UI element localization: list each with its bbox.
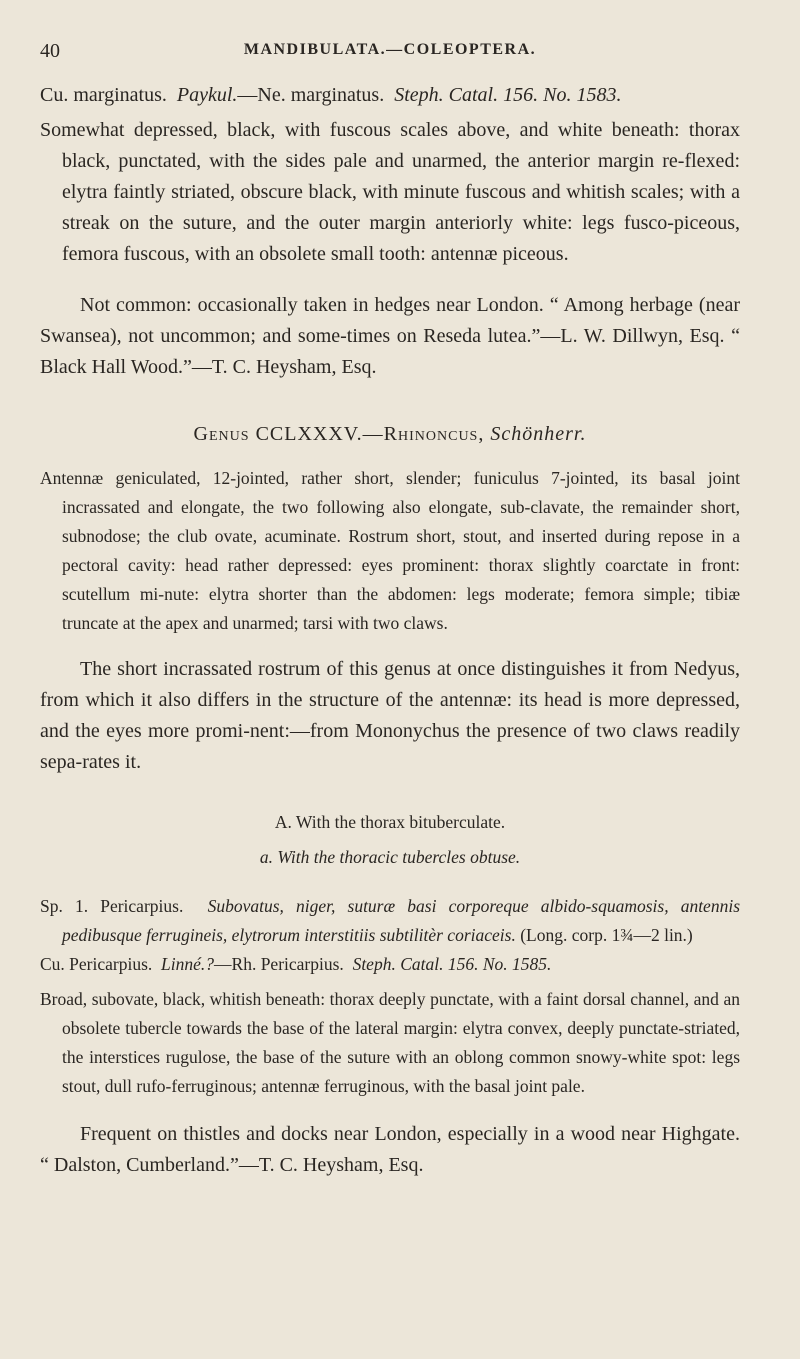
marginatus-name: Cu. marginatus. [40, 84, 167, 106]
pericarpius-latin: Subovatus, niger, suturæ basi corporeque albido-squamosis, antennis pedibusque ferrugineis, elytrorum interstitiis subtilitèr coriaceis. [62, 896, 740, 945]
pericarpius-description: Broad, subovate, black, whitish beneath: thorax deeply punctate, with a faint dorsal channel, and an obsolete tubercle towards the base of the lateral margin: elytra convex, deeply punctate-striated, the interstices rugulose, the base of the suture with an oblong common snowy-white spot: legs stout, dull rufo-ferruginous; antennæ ferruginous, with the basal joint pale. [40, 989, 740, 1096]
marginatus-authority: Paykul. [176, 84, 238, 106]
genus-name: —Rhinoncus, [362, 423, 485, 445]
page-header [40, 40, 740, 66]
section-heading: A. With the thorax bituberculate. [274, 812, 506, 832]
running-title: MANDIBULATA.—COLEOPTERA. [243, 41, 537, 58]
subsection-heading-text: a. With the thoracic tubercles obtuse. [259, 847, 521, 867]
marginatus-description: Somewhat depressed, black, with fuscous scales above, and white beneath: thorax black, punctated, with the sides pale and unarmed, the anterior margin re-flexed: elytra faintly striated, obscure black, with minute fuscous and whitish scales; with a streak on the suture, and the outer margin anteriorly white: legs fusco-piceous, femora fuscous, with an obsolete small tooth: antennæ piceous. [40, 119, 740, 265]
marginatus-synonym: —Ne. marginatus. [237, 84, 385, 106]
genus-numeral: CCLXXXV. [255, 423, 363, 445]
pericarpius-length: (Long. corp. 1¾—2 lin.) [520, 925, 693, 945]
genus-description: Antennæ geniculated, 12-jointed, rather short, slender; funiculus 7-jointed, its basal joint incrassated and elongate, the two following also elongate, sub-clavate, the remainder short, subnodose; the club ovate, acuminate. Rostrum short, stout, and inserted during repose in a pectoral cavity: head rather depressed: eyes prominent: thorax slightly coarctate in front: scutellum mi-nute: elytra shorter than the abdomen: legs moderate; femora simple; tibiæ truncate at the apex and unarmed; tarsi with two claws. [40, 468, 740, 633]
subsection-heading [40, 843, 740, 872]
marginatus-habitat: Not common: occasionally taken in hedges near London. “ Among herbage (near Swansea), not uncommon; and some-times on Reseda lutea.”—L. W. Dillwyn, Esq. “ Black Hall Wood.”—T. C. Heysham, Esq. [40, 294, 740, 378]
genus-remarks: The short incrassated rostrum of this genus at once distinguishes it from Nedyus, from which it also differs in the structure of the antennæ: its head is more depressed, and the eyes more promi-nent:—from Mononychus the presence of two claws readily sepa-rates it. [40, 658, 740, 773]
pericarpius-name: Cu. Pericarpius. [40, 954, 153, 974]
pericarpius-diagnosis [40, 892, 740, 950]
pericarpius-catalogue-ref: Steph. Catal. 156. No. 1585. [352, 954, 552, 974]
marginatus-catalogue-ref: Steph. Catal. 156. No. 1583. [394, 84, 622, 106]
pericarpius-species-label: Sp. 1. Pericarpius. [40, 896, 184, 916]
genus-heading [40, 423, 740, 446]
pericarpius-habitat: Frequent on thistles and docks near London, especially in a wood near Highgate. “ Dalston, Cumberland.”—T. C. Heysham, Esq. [40, 1123, 740, 1176]
page-body [40, 80, 740, 1181]
page-number: 40 [40, 40, 60, 62]
genus-author: Schönherr. [490, 423, 587, 445]
genus-prefix: Genus [193, 423, 250, 445]
marginatus-synonymy [40, 80, 740, 111]
pericarpius-synonymy [40, 950, 740, 979]
pericarpius-synonym: —Rh. Pericarpius. [214, 954, 344, 974]
pericarpius-authority: Linné.? [161, 954, 215, 974]
